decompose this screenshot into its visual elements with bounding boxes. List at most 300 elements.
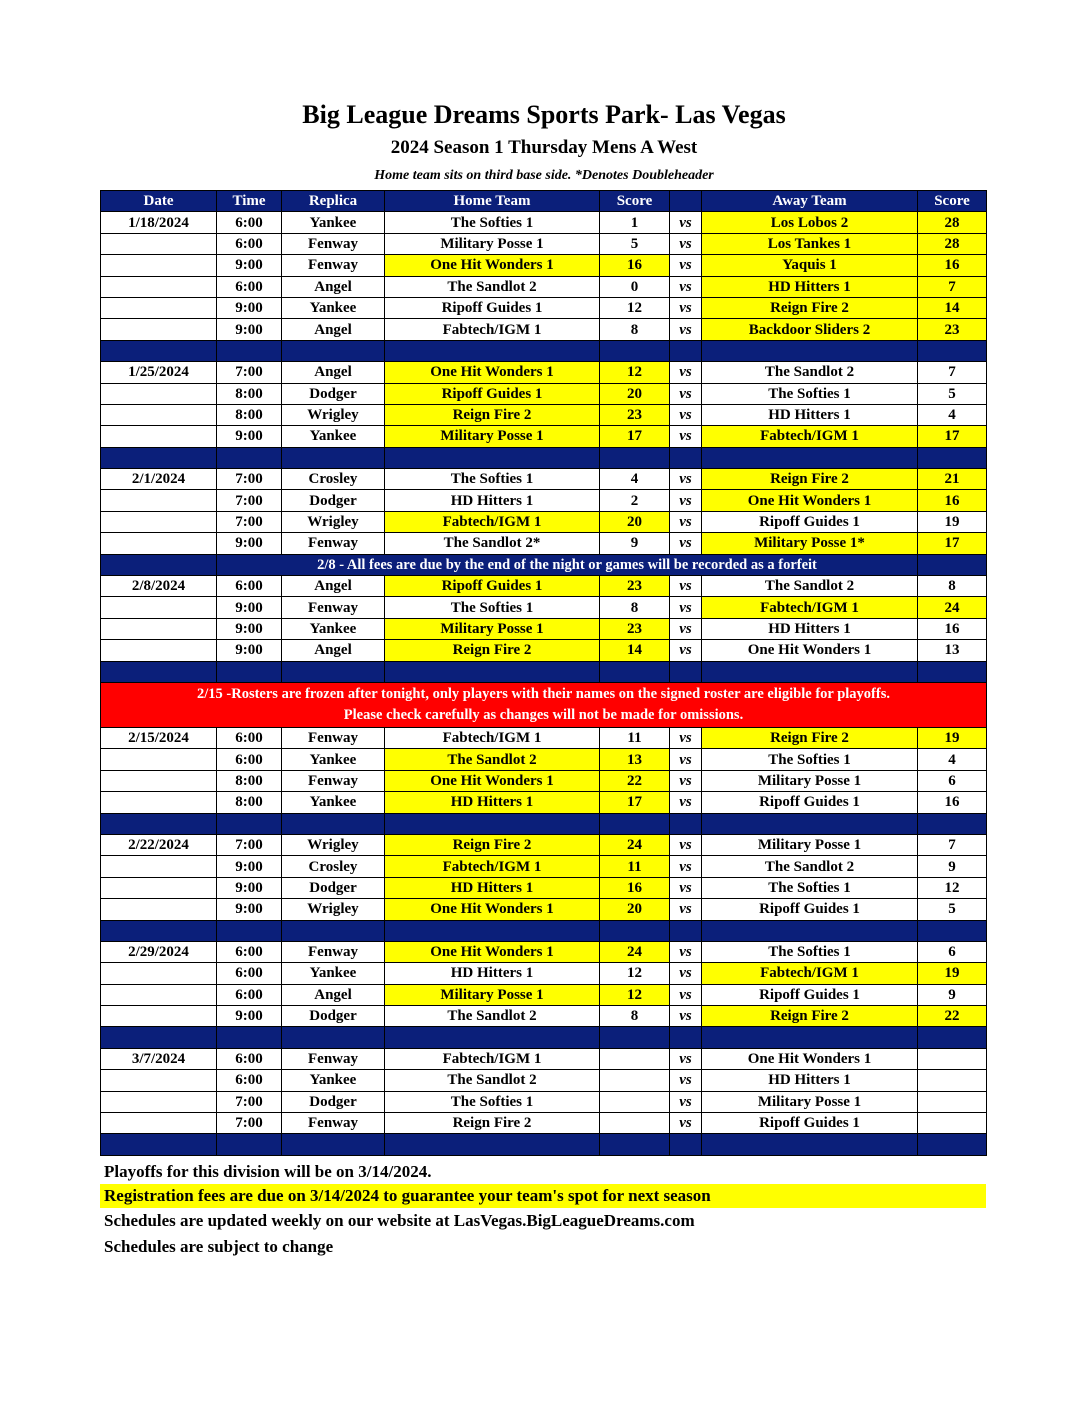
vs-label: vs	[670, 597, 702, 618]
game-row	[101, 899, 987, 920]
home-score: 12	[600, 984, 670, 1005]
away-score: 14	[918, 297, 987, 318]
separator-cell	[385, 661, 600, 682]
registration-note: Registration fees are due on 3/14/2024 to guarantee your team's spot for next season	[100, 1184, 986, 1208]
away-team: One Hit Wonders 1	[702, 1048, 918, 1069]
vs-label: vs	[670, 984, 702, 1005]
away-score: 19	[918, 727, 987, 748]
col-replica-header: Replica	[282, 191, 385, 212]
away-team: Military Posse 1*	[702, 533, 918, 554]
separator-cell	[217, 920, 282, 941]
away-team: Ripoff Guides 1	[702, 899, 918, 920]
home-score: 4	[600, 469, 670, 490]
game-time: 8:00	[217, 404, 282, 425]
separator-cell	[385, 340, 600, 361]
separator-cell	[101, 813, 217, 834]
game-time: 6:00	[217, 1070, 282, 1091]
game-date	[101, 404, 217, 425]
game-time: 6:00	[217, 212, 282, 233]
game-row	[101, 469, 987, 490]
home-team: The Sandlot 2	[385, 1070, 600, 1091]
game-date	[101, 319, 217, 340]
game-time: 9:00	[217, 877, 282, 898]
away-score: 9	[918, 984, 987, 1005]
game-date	[101, 533, 217, 554]
vs-label: vs	[670, 941, 702, 962]
separator-cell	[670, 1027, 702, 1048]
game-row	[101, 770, 987, 791]
game-date: 1/18/2024	[101, 212, 217, 233]
separator-cell	[600, 447, 670, 468]
game-field: Yankee	[282, 749, 385, 770]
home-score: 8	[600, 1006, 670, 1027]
vs-label: vs	[670, 727, 702, 748]
home-team: The Sandlot 2*	[385, 533, 600, 554]
game-row	[101, 1070, 987, 1091]
game-field: Dodger	[282, 1091, 385, 1112]
page-subtitle: 2024 Season 1 Thursday Mens A West	[390, 137, 698, 158]
away-team: Military Posse 1	[702, 770, 918, 791]
game-date	[101, 640, 217, 661]
separator-cell	[101, 920, 217, 941]
game-date	[101, 856, 217, 877]
vs-label: vs	[670, 1048, 702, 1069]
home-score: 0	[600, 276, 670, 297]
home-team: Fabtech/IGM 1	[385, 319, 600, 340]
game-date	[101, 749, 217, 770]
away-score: 13	[918, 640, 987, 661]
separator-cell	[670, 447, 702, 468]
away-score: 5	[918, 383, 987, 404]
game-time: 6:00	[217, 233, 282, 254]
away-score: 12	[918, 877, 987, 898]
home-team: Ripoff Guides 1	[385, 383, 600, 404]
home-team: One Hit Wonders 1	[385, 770, 600, 791]
game-time: 9:00	[217, 426, 282, 447]
away-score: 6	[918, 941, 987, 962]
separator-cell	[282, 920, 385, 941]
away-team: Yaquis 1	[702, 255, 918, 276]
game-time: 9:00	[217, 618, 282, 639]
game-row	[101, 834, 987, 855]
away-score: 16	[918, 618, 987, 639]
game-row	[101, 877, 987, 898]
away-team: HD Hitters 1	[702, 404, 918, 425]
game-field: Angel	[282, 984, 385, 1005]
separator-cell	[217, 340, 282, 361]
away-score: 28	[918, 233, 987, 254]
away-team: One Hit Wonders 1	[702, 490, 918, 511]
game-row	[101, 511, 987, 532]
game-date	[101, 597, 217, 618]
home-score: 17	[600, 792, 670, 813]
col-home-score-header: Score	[600, 191, 670, 212]
vs-label: vs	[670, 404, 702, 425]
separator-cell	[385, 920, 600, 941]
game-row	[101, 319, 987, 340]
game-time: 6:00	[217, 276, 282, 297]
website-note: Schedules are updated weekly on our website at LasVegas.BigLeagueDreams.com	[104, 1211, 695, 1230]
col-date-header: Date	[101, 191, 217, 212]
game-time: 6:00	[217, 984, 282, 1005]
separator-cell	[217, 1027, 282, 1048]
separator-cell	[670, 661, 702, 682]
game-time: 9:00	[217, 856, 282, 877]
game-date: 2/29/2024	[101, 941, 217, 962]
vs-label: vs	[670, 963, 702, 984]
home-team: Military Posse 1	[385, 618, 600, 639]
game-date	[101, 1113, 217, 1134]
game-date	[101, 618, 217, 639]
home-score: 2	[600, 490, 670, 511]
separator-cell	[600, 813, 670, 834]
away-score: 9	[918, 856, 987, 877]
game-row	[101, 490, 987, 511]
home-score: 12	[600, 362, 670, 383]
separator-cell	[282, 1027, 385, 1048]
away-team: Fabtech/IGM 1	[702, 597, 918, 618]
vs-label: vs	[670, 1070, 702, 1091]
away-score	[918, 1070, 987, 1091]
game-time: 9:00	[217, 255, 282, 276]
away-team: The Sandlot 2	[702, 576, 918, 597]
game-field: Wrigley	[282, 899, 385, 920]
away-score: 19	[918, 963, 987, 984]
separator-cell	[600, 920, 670, 941]
away-score: 17	[918, 533, 987, 554]
home-score: 16	[600, 255, 670, 276]
game-field: Yankee	[282, 1070, 385, 1091]
home-team: Reign Fire 2	[385, 1113, 600, 1134]
home-score: 5	[600, 233, 670, 254]
separator-cell	[101, 554, 217, 575]
game-date	[101, 490, 217, 511]
separator-cell	[702, 1134, 918, 1155]
home-team: The Sandlot 2	[385, 1006, 600, 1027]
game-field: Fenway	[282, 255, 385, 276]
separator-cell	[101, 340, 217, 361]
away-score: 4	[918, 749, 987, 770]
separator-cell	[918, 813, 987, 834]
game-field: Wrigley	[282, 834, 385, 855]
home-team: HD Hitters 1	[385, 877, 600, 898]
away-team: The Softies 1	[702, 749, 918, 770]
game-field: Yankee	[282, 963, 385, 984]
playoffs-note: Playoffs for this division will be on 3/14/2024.	[104, 1162, 432, 1181]
home-score: 24	[600, 834, 670, 855]
game-field: Fenway	[282, 770, 385, 791]
home-score: 8	[600, 319, 670, 340]
game-row	[101, 576, 987, 597]
home-team: One Hit Wonders 1	[385, 941, 600, 962]
home-team: Fabtech/IGM 1	[385, 727, 600, 748]
separator-cell	[702, 813, 918, 834]
game-row	[101, 233, 987, 254]
game-date	[101, 963, 217, 984]
separator-cell	[918, 554, 987, 575]
home-team: The Softies 1	[385, 1091, 600, 1112]
away-team: One Hit Wonders 1	[702, 640, 918, 661]
away-team: Ripoff Guides 1	[702, 984, 918, 1005]
roster-freeze-row	[101, 682, 987, 727]
game-field: Fenway	[282, 727, 385, 748]
vs-label: vs	[670, 792, 702, 813]
game-field: Wrigley	[282, 511, 385, 532]
header-row	[101, 191, 987, 212]
game-row	[101, 1048, 987, 1069]
separator-cell	[385, 1027, 600, 1048]
separator-cell	[385, 813, 600, 834]
away-team: The Softies 1	[702, 941, 918, 962]
game-time: 8:00	[217, 792, 282, 813]
game-time: 7:00	[217, 511, 282, 532]
game-date	[101, 877, 217, 898]
home-team: Ripoff Guides 1	[385, 297, 600, 318]
home-score: 9	[600, 533, 670, 554]
home-score: 13	[600, 749, 670, 770]
separator-row	[101, 661, 987, 682]
away-team: Backdoor Sliders 2	[702, 319, 918, 340]
col-away-team-header: Away Team	[702, 191, 918, 212]
home-team: Fabtech/IGM 1	[385, 511, 600, 532]
away-team: HD Hitters 1	[702, 1070, 918, 1091]
separator-cell	[282, 661, 385, 682]
game-date: 2/15/2024	[101, 727, 217, 748]
home-score	[600, 1091, 670, 1112]
game-date	[101, 792, 217, 813]
vs-label: vs	[670, 469, 702, 490]
game-time: 8:00	[217, 383, 282, 404]
game-row	[101, 276, 987, 297]
game-field: Dodger	[282, 877, 385, 898]
game-field: Angel	[282, 319, 385, 340]
separator-cell	[702, 340, 918, 361]
separator-cell	[101, 661, 217, 682]
game-field: Yankee	[282, 297, 385, 318]
home-team: One Hit Wonders 1	[385, 362, 600, 383]
game-date	[101, 255, 217, 276]
game-date	[101, 899, 217, 920]
vs-label: vs	[670, 426, 702, 447]
away-score: 17	[918, 426, 987, 447]
home-score: 20	[600, 383, 670, 404]
away-score	[918, 1048, 987, 1069]
col-away-score-header: Score	[918, 191, 987, 212]
fees-notice: 2/8 - All fees are due by the end of the night or games will be recorded as a forfeit	[217, 554, 918, 575]
vs-label: vs	[670, 212, 702, 233]
game-row	[101, 618, 987, 639]
game-field: Angel	[282, 276, 385, 297]
separator-row	[101, 920, 987, 941]
game-date	[101, 297, 217, 318]
home-team: The Sandlot 2	[385, 276, 600, 297]
game-time: 9:00	[217, 597, 282, 618]
game-date	[101, 276, 217, 297]
home-team: Military Posse 1	[385, 984, 600, 1005]
away-team: The Softies 1	[702, 383, 918, 404]
separator-row	[101, 813, 987, 834]
away-team: Reign Fire 2	[702, 727, 918, 748]
separator-cell	[217, 447, 282, 468]
away-score: 8	[918, 576, 987, 597]
game-field: Fenway	[282, 1113, 385, 1134]
vs-label: vs	[670, 297, 702, 318]
away-score: 16	[918, 490, 987, 511]
home-score: 23	[600, 576, 670, 597]
separator-cell	[600, 340, 670, 361]
vs-label: vs	[670, 255, 702, 276]
separator-cell	[918, 447, 987, 468]
separator-cell	[385, 1134, 600, 1155]
home-score: 17	[600, 426, 670, 447]
vs-label: vs	[670, 618, 702, 639]
away-score: 16	[918, 792, 987, 813]
game-field: Fenway	[282, 597, 385, 618]
away-score: 22	[918, 1006, 987, 1027]
separator-cell	[918, 1134, 987, 1155]
roster-freeze-line2: Please check carefully as changes will not be made for omissions.	[343, 706, 744, 723]
away-score	[918, 1091, 987, 1112]
away-team: The Sandlot 2	[702, 856, 918, 877]
home-score: 11	[600, 856, 670, 877]
game-row	[101, 533, 987, 554]
away-score: 7	[918, 362, 987, 383]
home-score: 12	[600, 297, 670, 318]
game-row	[101, 792, 987, 813]
schedule-body	[101, 212, 987, 1155]
game-field: Angel	[282, 640, 385, 661]
vs-label: vs	[670, 276, 702, 297]
separator-cell	[101, 1134, 217, 1155]
game-row	[101, 383, 987, 404]
game-field: Fenway	[282, 533, 385, 554]
home-team: Fabtech/IGM 1	[385, 856, 600, 877]
home-team: The Softies 1	[385, 597, 600, 618]
game-field: Dodger	[282, 490, 385, 511]
separator-cell	[918, 340, 987, 361]
game-date	[101, 511, 217, 532]
game-field: Crosley	[282, 469, 385, 490]
game-field: Wrigley	[282, 404, 385, 425]
separator-cell	[670, 340, 702, 361]
away-team: The Softies 1	[702, 877, 918, 898]
vs-label: vs	[670, 362, 702, 383]
game-time: 9:00	[217, 533, 282, 554]
separator-cell	[702, 447, 918, 468]
roster-freeze-notice	[101, 682, 987, 727]
game-time: 7:00	[217, 834, 282, 855]
away-score: 23	[918, 319, 987, 340]
away-team: HD Hitters 1	[702, 618, 918, 639]
home-team: HD Hitters 1	[385, 792, 600, 813]
vs-label: vs	[670, 319, 702, 340]
game-field: Yankee	[282, 426, 385, 447]
home-team: Ripoff Guides 1	[385, 576, 600, 597]
separator-cell	[282, 447, 385, 468]
separator-cell	[217, 661, 282, 682]
home-team: HD Hitters 1	[385, 490, 600, 511]
game-row	[101, 597, 987, 618]
game-date: 3/7/2024	[101, 1048, 217, 1069]
away-score: 28	[918, 212, 987, 233]
away-score: 24	[918, 597, 987, 618]
home-team: Reign Fire 2	[385, 404, 600, 425]
separator-row	[101, 340, 987, 361]
game-row	[101, 1091, 987, 1112]
away-score: 5	[918, 899, 987, 920]
game-field: Fenway	[282, 1048, 385, 1069]
vs-label: vs	[670, 856, 702, 877]
change-note: Schedules are subject to change	[104, 1237, 334, 1256]
game-date: 2/22/2024	[101, 834, 217, 855]
game-field: Fenway	[282, 941, 385, 962]
home-score: 12	[600, 963, 670, 984]
game-row	[101, 255, 987, 276]
vs-label: vs	[670, 383, 702, 404]
game-time: 6:00	[217, 576, 282, 597]
game-time: 7:00	[217, 1113, 282, 1134]
away-team: Military Posse 1	[702, 834, 918, 855]
game-time: 9:00	[217, 640, 282, 661]
separator-cell	[385, 447, 600, 468]
game-date	[101, 1070, 217, 1091]
home-team: Military Posse 1	[385, 233, 600, 254]
game-field: Yankee	[282, 618, 385, 639]
separator-cell	[600, 661, 670, 682]
vs-label: vs	[670, 770, 702, 791]
game-date	[101, 984, 217, 1005]
away-score: 6	[918, 770, 987, 791]
away-team: Los Lobos 2	[702, 212, 918, 233]
game-date	[101, 1006, 217, 1027]
home-score: 1	[600, 212, 670, 233]
vs-label: vs	[670, 1113, 702, 1134]
home-team: Military Posse 1	[385, 426, 600, 447]
vs-label: vs	[670, 511, 702, 532]
home-score: 24	[600, 941, 670, 962]
away-score: 19	[918, 511, 987, 532]
game-time: 9:00	[217, 899, 282, 920]
separator-cell	[918, 920, 987, 941]
home-score: 22	[600, 770, 670, 791]
game-field: Dodger	[282, 383, 385, 404]
game-field: Yankee	[282, 212, 385, 233]
separator-cell	[600, 1027, 670, 1048]
home-score: 11	[600, 727, 670, 748]
separator-cell	[670, 1134, 702, 1155]
away-team: HD Hitters 1	[702, 276, 918, 297]
separator-cell	[217, 813, 282, 834]
game-time: 6:00	[217, 727, 282, 748]
separator-cell	[282, 1134, 385, 1155]
game-row	[101, 727, 987, 748]
game-row	[101, 297, 987, 318]
separator-row	[101, 1027, 987, 1048]
home-score	[600, 1048, 670, 1069]
vs-label: vs	[670, 533, 702, 554]
separator-cell	[600, 1134, 670, 1155]
vs-label: vs	[670, 1006, 702, 1027]
roster-freeze-line1: 2/15 -Rosters are frozen after tonight, only players with their names on the signed roster are eligible for playoffs.	[197, 685, 890, 702]
home-team: The Softies 1	[385, 212, 600, 233]
separator-cell	[101, 447, 217, 468]
game-field: Fenway	[282, 233, 385, 254]
page-title: Big League Dreams Sports Park- Las Vegas	[302, 100, 786, 129]
game-time: 9:00	[217, 319, 282, 340]
col-vs-header	[670, 191, 702, 212]
separator-cell	[670, 920, 702, 941]
game-row	[101, 212, 987, 233]
